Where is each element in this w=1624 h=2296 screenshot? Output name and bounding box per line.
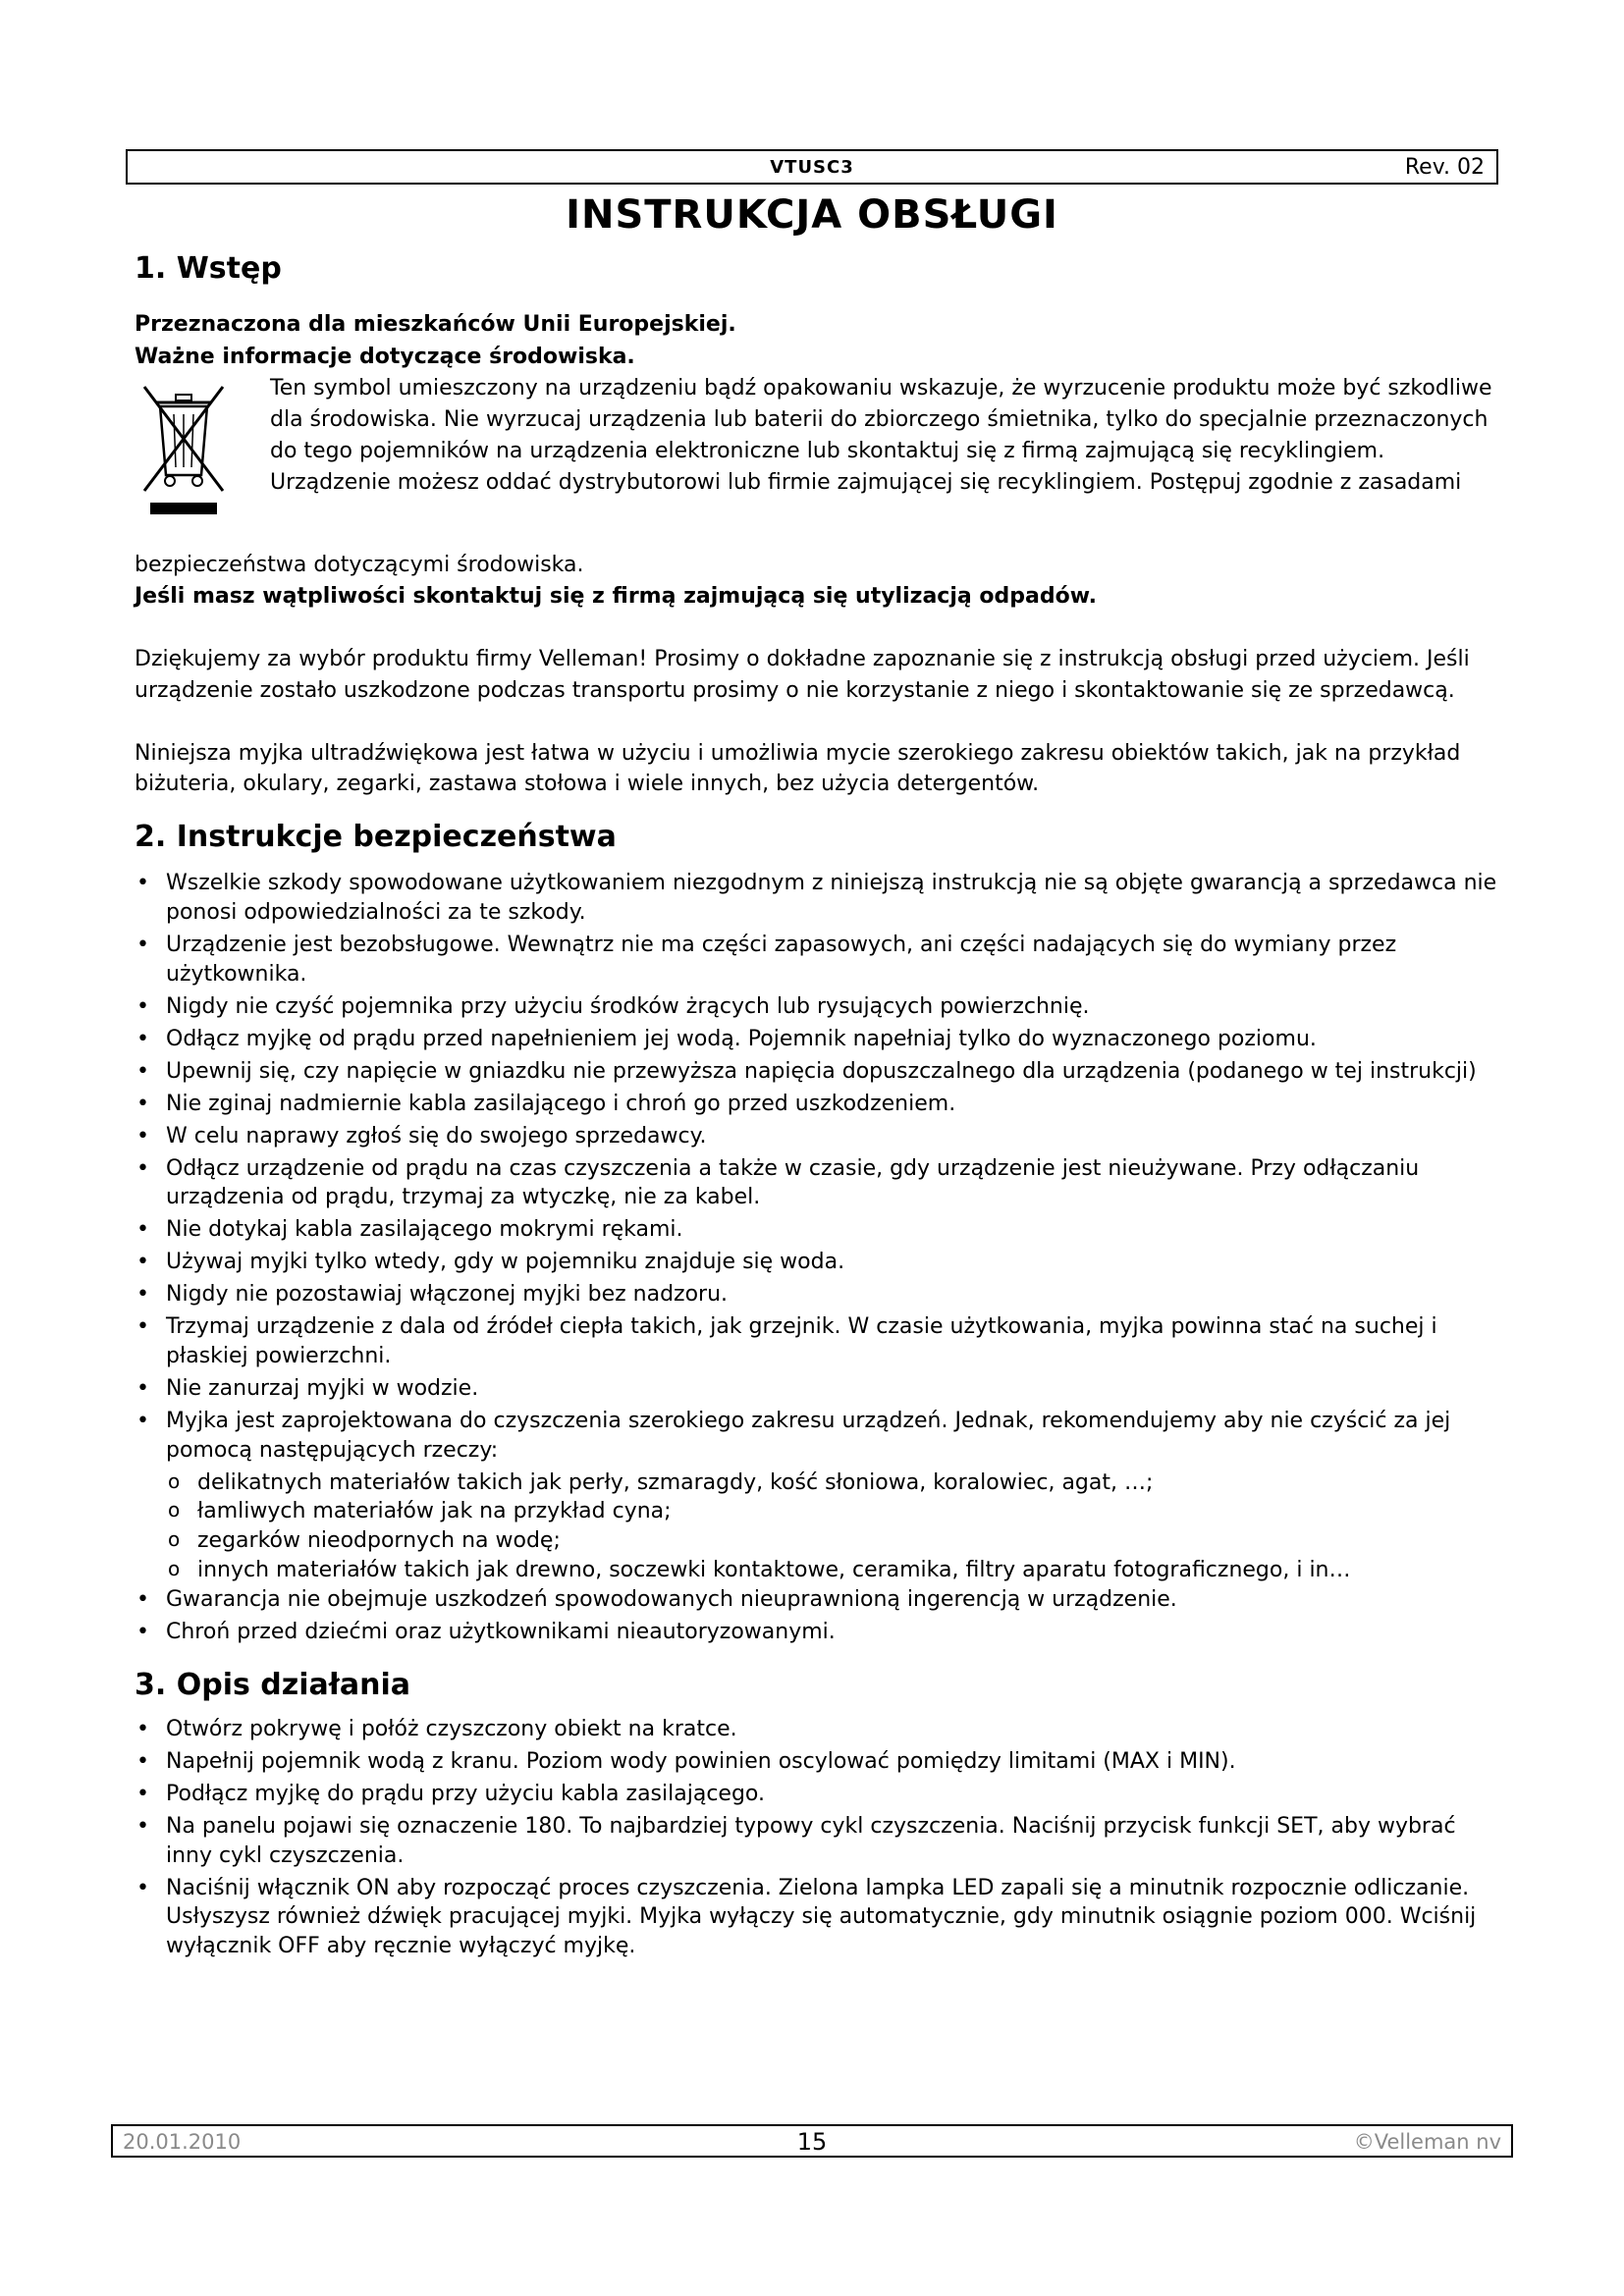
environment-notice: Ważne informacje dotyczące środowiska. (135, 345, 635, 369)
doubt-notice: Jeśli masz wątpliwości skontaktuj się z firmą zajmującą się utylizacją odpadów. (135, 583, 1097, 609)
sub-list-item: o łamliwych materiałów jak na przykład cyna; (135, 1497, 1497, 1526)
footer-copyright: ©Velleman nv (1353, 2130, 1501, 2154)
section-2-heading: 2. Instrukcje bezpieczeństwa (135, 820, 617, 855)
safety-instructions-list (135, 869, 1497, 1465)
list-item: • Odłącz myjkę od prądu przed napełnieniem jej wodą. Pojemnik napełniaj tylko do wyznaczonego poziomu. (135, 1025, 1497, 1054)
list-item: • Odłącz urządzenie od prądu na czas czyszczenia a także w czasie, gdy urządzenie jest nieużywane. Przy odłączaniu urządzenia od prądu, trzymaj za wtyczkę, nie za kabel. (135, 1154, 1497, 1213)
sub-list-item: o zegarków nieodpornych na wodę; (135, 1526, 1497, 1556)
section-1-heading: 1. Wstęp (135, 251, 282, 286)
list-item: • Otwórz pokrywę i połóż czyszczony obiekt na kratce. (135, 1715, 1497, 1744)
list-item: • Używaj myjki tylko wtedy, gdy w pojemniku znajduje się woda. (135, 1248, 1497, 1277)
header-revision: Rev. 02 (1404, 155, 1485, 180)
list-item: • Nigdy nie czyść pojemnika przy użyciu środków żrących lub rysujących powierzchnię. (135, 992, 1497, 1022)
list-item: • Wszelkie szkody spowodowane użytkowaniem niezgodnym z niniejszą instrukcją nie są objęte gwarancją a sprzedawca nie ponosi odpowiedzialności za te szkody. (135, 869, 1497, 928)
section-3-heading: 3. Opis działania (135, 1668, 411, 1702)
list-item: • Nie zanurzaj myjki w wodzie. (135, 1374, 1497, 1404)
list-item: • Nie zginaj nadmiernie kabla zasilającego i chroń go przed uszkodzeniem. (135, 1090, 1497, 1119)
operation-steps-list (135, 1715, 1497, 1961)
list-item: • Upewnij się, czy napięcie w gniazdku nie przewyższa napięcia dopuszczalnego dla urządzenia (podanego w tej instrukcji) (135, 1057, 1497, 1087)
weee-crossed-bin-icon (135, 381, 233, 518)
weee-symbol-text: Ten symbol umieszczony na urządzeniu bądź opakowaniu wskazuje, że wyrzucenie produktu może być szkodliwe dla środowiska. Nie wyrzucaj urządzenia lub baterii do zbiorczego śmietnika, tylko do specjalnie przeznaczonych do tego pojemników na urządzenia elektroniczne lub skontaktuj się z firmą zajmującą się recyklingiem. Urządzenie możesz oddać dystrybutorowi lub firmie zajmującej się recyklingiem. Postępuj zgodnie z zasadami (270, 376, 1492, 495)
weee-symbol-block (135, 373, 1497, 550)
list-item: • Na panelu pojawi się oznaczenie 180. To najbardziej typowy cykl czyszczenia. Naciśnij przycisk funkcji SET, aby wybrać inny cykl czyszczenia. (135, 1812, 1497, 1871)
header-model: VTUSC3 (770, 157, 854, 178)
safety-instructions-list-continued (135, 1585, 1497, 1647)
page-number: 15 (796, 2128, 828, 2156)
list-item: • W celu naprawy zgłoś się do swojego sprzedawcy. (135, 1122, 1497, 1151)
page-title: INSTRUKCJA OBSŁUGI (566, 192, 1058, 238)
weee-symbol-text-continued: bezpieczeństwa dotyczącymi środowiska. (135, 553, 584, 577)
list-item: • Trzymaj urządzenie z dala od źródeł ciepła takich, jak grzejnik. W czasie użytkowania, myjka powinna stać na suchej i płaskiej powierzchni. (135, 1312, 1497, 1371)
list-item: • Nie dotykaj kabla zasilającego mokrymi rękami. (135, 1215, 1497, 1245)
list-item: • Chroń przed dziećmi oraz użytkownikami nieautoryzowanymi. (135, 1618, 1497, 1647)
do-not-clean-list (135, 1468, 1497, 1586)
list-item: • Gwarancja nie obejmuje uszkodzeń spowodowanych nieuprawnioną ingerencją w urządzenie. (135, 1585, 1497, 1615)
sub-list-item: o delikatnych materiałów takich jak perły, szmaragdy, kość słoniowa, koralowiec, agat, …; (135, 1468, 1497, 1498)
list-item: • Urządzenie jest bezobsługowe. Wewnątrz nie ma części zapasowych, ani części nadających się do wymiany przez użytkownika. (135, 931, 1497, 989)
sub-list-item: o innych materiałów takich jak drewno, soczewki kontaktowe, ceramika, filtry aparatu fotograficznego, i in… (135, 1556, 1497, 1585)
list-item: • Napełnij pojemnik wodą z kranu. Poziom wody powinien oscylować pomiędzy limitami (MAX i MIN). (135, 1747, 1497, 1777)
page-header (126, 149, 1498, 185)
list-item: • Myjka jest zaprojektowana do czyszczenia szerokiego zakresu urządzeń. Jednak, rekomendujemy aby nie czyścić za jej pomocą następujących rzeczy: (135, 1407, 1497, 1466)
thanks-paragraph: Dziękujemy za wybór produktu firmy Velleman! Prosimy o dokładne zapoznanie się z instrukcją obsługi przed użyciem. Jeśli urządzenie zostało uszkodzone podczas transportu prosimy o nie korzystanie z niego i skontaktowanie się ze sprzedawcą. (135, 646, 1470, 703)
description-paragraph: Niniejsza myjka ultradźwiękowa jest łatwa w użyciu i umożliwia mycie szerokiego zakresu obiektów takich, jak na przykład biżuteria, okulary, zegarki, zastawa stołowa i wiele innych, bez użycia detergentów. (135, 740, 1461, 797)
footer-date: 20.01.2010 (123, 2130, 242, 2154)
list-item: • Naciśnij włącznik ON aby rozpocząć proces czyszczenia. Zielona lampka LED zapali się a minutnik rozpocznie odliczanie. Usłyszysz również dźwięk pracującej myjki. Myjka wyłączy się automatycznie, gdy minutnik osiągnie poziom 000. Wciśnij wyłącznik OFF aby ręcznie wyłączyć myjkę. (135, 1874, 1497, 1962)
page-content (135, 251, 1497, 1964)
list-item: • Podłącz myjkę do prądu przy użyciu kabla zasilającego. (135, 1780, 1497, 1809)
list-item: • Nigdy nie pozostawiaj włączonej myjki bez nadzoru. (135, 1280, 1497, 1309)
eu-notice: Przeznaczona dla mieszkańców Unii Europejskiej. (135, 312, 736, 337)
page-footer (111, 2124, 1513, 2158)
